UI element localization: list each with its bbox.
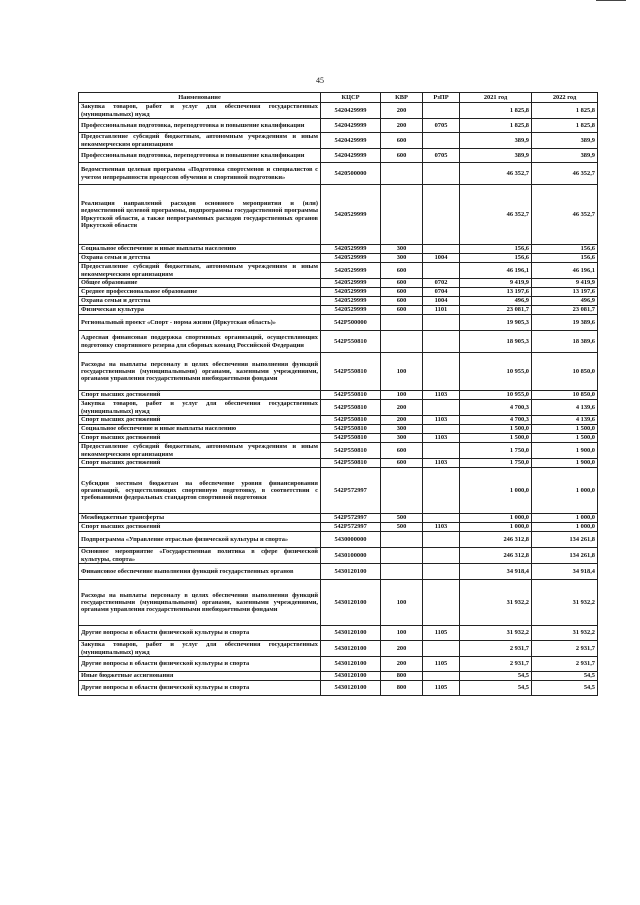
cell-2022: 1 500,0 — [532, 434, 598, 443]
table-row — [79, 459, 598, 468]
cell-2022: 46 352,7 — [532, 163, 598, 185]
cell-kvr: 200 — [381, 400, 423, 416]
cell-kvr: 600 — [381, 133, 423, 149]
cell-rzpr — [423, 672, 460, 681]
table-row — [79, 133, 598, 149]
cell-name: Другие вопросы в области физической культуры и спорта — [79, 626, 321, 641]
cell-kvr: 600 — [381, 149, 423, 163]
cell-2022: 31 932,2 — [532, 626, 598, 641]
cell-rzpr: 1004 — [423, 297, 460, 306]
cell-2021: 31 932,2 — [460, 626, 532, 641]
header-name: Наименование — [79, 93, 321, 103]
table-header-row — [79, 93, 598, 103]
cell-code: 5420500000 — [321, 163, 381, 185]
cell-kvr — [381, 163, 423, 185]
cell-2022: 2 931,7 — [532, 641, 598, 657]
cell-code: 5420429999 — [321, 133, 381, 149]
cell-2021: 34 918,4 — [460, 564, 532, 580]
table-row — [79, 315, 598, 331]
cell-rzpr: 1105 — [423, 681, 460, 696]
cell-name: Адресная финансовая поддержка спортивных организаций, осуществляющих подготовку спортивного резерва для сборных команд Российской Федерации — [79, 331, 321, 353]
table-row — [79, 245, 598, 254]
cell-rzpr — [423, 514, 460, 523]
table-row — [79, 149, 598, 163]
cell-name: Реализация направлений расходов основного мероприятия и (или) ведомственной целевой программы, подпрограммы государственной программы Иркутской области, а также непрограммных расходов государственных органов Иркутской области — [79, 185, 321, 245]
table-row — [79, 103, 598, 119]
cell-code: 542P550810 — [321, 400, 381, 416]
header-2021: 2021 год — [460, 93, 532, 103]
cell-kvr: 600 — [381, 443, 423, 459]
cell-2021: 1 825,8 — [460, 103, 532, 119]
cell-2021: 246 312,8 — [460, 548, 532, 564]
scan-edge-mark — [596, 0, 626, 1]
cell-kvr: 200 — [381, 416, 423, 425]
header-2022: 2022 год — [532, 93, 598, 103]
cell-kvr — [381, 185, 423, 245]
cell-code: 5420529999 — [321, 297, 381, 306]
cell-2021: 246 312,8 — [460, 532, 532, 548]
table-row — [79, 564, 598, 580]
cell-2022: 23 081,7 — [532, 306, 598, 315]
cell-rzpr — [423, 532, 460, 548]
cell-name: Общее образование — [79, 279, 321, 288]
cell-kvr: 600 — [381, 279, 423, 288]
cell-rzpr: 0702 — [423, 279, 460, 288]
cell-kvr: 800 — [381, 681, 423, 696]
table-row — [79, 306, 598, 315]
budget-table — [78, 92, 598, 696]
cell-code: 5420529999 — [321, 185, 381, 245]
cell-name: Финансовое обеспечение выполнения функций государственных органов — [79, 564, 321, 580]
cell-2022: 496,9 — [532, 297, 598, 306]
cell-2022: 46 196,1 — [532, 263, 598, 279]
cell-rzpr — [423, 163, 460, 185]
cell-name: Межбюджетные трансферты — [79, 514, 321, 523]
cell-rzpr — [423, 103, 460, 119]
cell-rzpr — [423, 185, 460, 245]
cell-rzpr — [423, 331, 460, 353]
cell-2022: 19 389,6 — [532, 315, 598, 331]
cell-code: 5420529999 — [321, 279, 381, 288]
cell-kvr: 500 — [381, 514, 423, 523]
cell-rzpr — [423, 641, 460, 657]
table-row — [79, 626, 598, 641]
table-row — [79, 119, 598, 133]
cell-2022: 4 139,6 — [532, 416, 598, 425]
table-body — [79, 103, 598, 696]
cell-kvr: 600 — [381, 297, 423, 306]
cell-2021: 389,9 — [460, 133, 532, 149]
cell-2021: 18 905,3 — [460, 331, 532, 353]
cell-2021: 156,6 — [460, 254, 532, 263]
header-code: КЦСР — [321, 93, 381, 103]
header-rzpr: РзПР — [423, 93, 460, 103]
cell-code: 5420529999 — [321, 245, 381, 254]
cell-code: 5420529999 — [321, 288, 381, 297]
cell-2022: 54,5 — [532, 681, 598, 696]
cell-2021: 10 955,0 — [460, 353, 532, 391]
cell-code: 5430100000 — [321, 548, 381, 564]
cell-2022: 1 000,0 — [532, 523, 598, 532]
cell-2022: 9 419,9 — [532, 279, 598, 288]
cell-code: 5420529999 — [321, 263, 381, 279]
cell-2022: 10 850,0 — [532, 391, 598, 400]
cell-kvr: 800 — [381, 672, 423, 681]
cell-rzpr — [423, 133, 460, 149]
table-row — [79, 391, 598, 400]
cell-kvr: 300 — [381, 245, 423, 254]
table-row — [79, 353, 598, 391]
cell-name: Субсидии местным бюджетам на обеспечение уровня финансирования организаций, осуществляющих спортивную подготовку, в соответствии с требованиями федеральных стандартов спортивной подготовки — [79, 468, 321, 514]
cell-code: 542P550810 — [321, 353, 381, 391]
cell-2021: 10 955,0 — [460, 391, 532, 400]
cell-kvr — [381, 331, 423, 353]
cell-2021: 389,9 — [460, 149, 532, 163]
cell-2021: 1 000,0 — [460, 468, 532, 514]
cell-kvr: 100 — [381, 353, 423, 391]
cell-name: Другие вопросы в области физической культуры и спорта — [79, 681, 321, 696]
cell-2021: 19 905,3 — [460, 315, 532, 331]
cell-name: Расходы на выплаты персоналу в целях обеспечения выполнения функций государственными (муниципальными) органами, казенными учреждениями, органами управления государственными внебюджетными фондами — [79, 353, 321, 391]
cell-2021: 1 750,0 — [460, 443, 532, 459]
table-row — [79, 297, 598, 306]
cell-name: Иные бюджетные ассигнования — [79, 672, 321, 681]
cell-code: 542P572997 — [321, 523, 381, 532]
cell-rzpr — [423, 468, 460, 514]
cell-code: 5430120100 — [321, 626, 381, 641]
cell-2021: 54,5 — [460, 672, 532, 681]
cell-kvr — [381, 468, 423, 514]
cell-2022: 389,9 — [532, 149, 598, 163]
table-row — [79, 434, 598, 443]
cell-kvr: 200 — [381, 657, 423, 672]
cell-2021: 2 931,7 — [460, 657, 532, 672]
table-row — [79, 641, 598, 657]
cell-rzpr — [423, 564, 460, 580]
cell-2021: 1 500,0 — [460, 425, 532, 434]
header-kvr: КВР — [381, 93, 423, 103]
cell-kvr: 200 — [381, 641, 423, 657]
cell-2021: 1 500,0 — [460, 434, 532, 443]
cell-name: Спорт высших достижений — [79, 459, 321, 468]
cell-code: 5430120100 — [321, 564, 381, 580]
cell-rzpr — [423, 245, 460, 254]
table-row — [79, 263, 598, 279]
cell-name: Спорт высших достижений — [79, 523, 321, 532]
cell-2022: 1 500,0 — [532, 425, 598, 434]
cell-name: Региональный проект «Спорт - норма жизни (Иркутская область)» — [79, 315, 321, 331]
cell-name: Закупка товаров, работ и услуг для обеспечения государственных (муниципальных) нужд — [79, 400, 321, 416]
cell-2021: 4 700,3 — [460, 416, 532, 425]
cell-2021: 1 000,0 — [460, 523, 532, 532]
cell-name: Основное мероприятие «Государственная политика в сфере физической культуры, спорта» — [79, 548, 321, 564]
cell-name: Закупка товаров, работ и услуг для обеспечения государственных (муниципальных) нужд — [79, 641, 321, 657]
cell-code: 542P550810 — [321, 425, 381, 434]
cell-name: Охрана семьи и детства — [79, 297, 321, 306]
cell-2021: 2 931,7 — [460, 641, 532, 657]
cell-kvr — [381, 548, 423, 564]
cell-kvr: 600 — [381, 459, 423, 468]
cell-code: 5420429999 — [321, 119, 381, 133]
cell-2022: 54,5 — [532, 672, 598, 681]
cell-code: 5430120100 — [321, 580, 381, 626]
cell-name: Среднее профессиональное образование — [79, 288, 321, 297]
table-row — [79, 468, 598, 514]
table-row — [79, 548, 598, 564]
cell-code: 5430120100 — [321, 672, 381, 681]
cell-name: Охрана семьи и детства — [79, 254, 321, 263]
cell-2022: 156,6 — [532, 254, 598, 263]
cell-kvr: 300 — [381, 425, 423, 434]
cell-2022: 2 931,7 — [532, 657, 598, 672]
cell-rzpr: 1105 — [423, 626, 460, 641]
cell-name: Подпрограмма «Управление отраслью физической культуры и спорта» — [79, 532, 321, 548]
table-row — [79, 163, 598, 185]
cell-rzpr: 1103 — [423, 434, 460, 443]
cell-2022: 46 352,7 — [532, 185, 598, 245]
cell-2022: 389,9 — [532, 133, 598, 149]
cell-2022: 1 825,8 — [532, 103, 598, 119]
cell-code: 5420429999 — [321, 103, 381, 119]
cell-rzpr — [423, 548, 460, 564]
cell-2021: 1 750,0 — [460, 459, 532, 468]
cell-kvr — [381, 564, 423, 580]
cell-name: Предоставление субсидий бюджетным, автономным учреждениям и иным некоммерческим организациям — [79, 263, 321, 279]
cell-kvr: 100 — [381, 626, 423, 641]
cell-rzpr: 1103 — [423, 459, 460, 468]
cell-kvr: 100 — [381, 580, 423, 626]
cell-2021: 54,5 — [460, 681, 532, 696]
cell-kvr: 600 — [381, 306, 423, 315]
cell-code: 542P550810 — [321, 416, 381, 425]
cell-name: Спорт высших достижений — [79, 434, 321, 443]
cell-name: Предоставление субсидий бюджетным, автономным учреждениям и иным некоммерческим организациям — [79, 443, 321, 459]
cell-kvr: 500 — [381, 523, 423, 532]
cell-2022: 134 261,8 — [532, 548, 598, 564]
cell-code: 5430120100 — [321, 657, 381, 672]
cell-2021: 496,9 — [460, 297, 532, 306]
cell-kvr: 200 — [381, 103, 423, 119]
cell-rzpr: 1105 — [423, 657, 460, 672]
cell-2021: 1 825,8 — [460, 119, 532, 133]
table-row — [79, 279, 598, 288]
cell-kvr: 300 — [381, 434, 423, 443]
table-row — [79, 532, 598, 548]
cell-kvr: 300 — [381, 254, 423, 263]
cell-2022: 134 261,8 — [532, 532, 598, 548]
cell-rzpr: 1004 — [423, 254, 460, 263]
cell-kvr — [381, 315, 423, 331]
cell-name: Ведомственная целевая программа «Подготовка спортсменов и специалистов с учетом непрерывности процессов обучения и спортивной подготовки» — [79, 163, 321, 185]
cell-rzpr: 0705 — [423, 119, 460, 133]
table-row — [79, 681, 598, 696]
cell-rzpr: 1103 — [423, 391, 460, 400]
cell-name: Расходы на выплаты персоналу в целях обеспечения выполнения функций государственными (муниципальными) органами, казенными учреждениями, органами управления государственными внебюджетными фондами — [79, 580, 321, 626]
cell-2022: 34 918,4 — [532, 564, 598, 580]
cell-name: Спорт высших достижений — [79, 391, 321, 400]
cell-name: Профессиональная подготовка, переподготовка и повышение квалификации — [79, 149, 321, 163]
cell-code: 5430000000 — [321, 532, 381, 548]
cell-code: 5420529999 — [321, 254, 381, 263]
table-row — [79, 288, 598, 297]
cell-name: Социальное обеспечение и иные выплаты населению — [79, 425, 321, 434]
cell-2022: 10 850,0 — [532, 353, 598, 391]
table-row — [79, 443, 598, 459]
table-row — [79, 657, 598, 672]
table-row — [79, 185, 598, 245]
cell-code: 542P572997 — [321, 514, 381, 523]
cell-2022: 18 389,6 — [532, 331, 598, 353]
page-number: 45 — [316, 76, 324, 85]
table-row — [79, 425, 598, 434]
cell-rzpr: 1103 — [423, 523, 460, 532]
cell-name: Другие вопросы в области физической культуры и спорта — [79, 657, 321, 672]
cell-code: 542P550810 — [321, 459, 381, 468]
cell-code: 5420529999 — [321, 306, 381, 315]
table-row — [79, 331, 598, 353]
cell-code: 5420429999 — [321, 149, 381, 163]
cell-name: Спорт высших достижений — [79, 416, 321, 425]
cell-kvr: 100 — [381, 391, 423, 400]
table-row — [79, 254, 598, 263]
cell-code: 542P550810 — [321, 434, 381, 443]
cell-code: 5430120100 — [321, 681, 381, 696]
cell-2021: 46 352,7 — [460, 163, 532, 185]
cell-2022: 31 932,2 — [532, 580, 598, 626]
cell-code: 542P550810 — [321, 391, 381, 400]
cell-name: Предоставление субсидий бюджетным, автономным учреждениям и иным некоммерческим организациям — [79, 133, 321, 149]
cell-code: 5430120100 — [321, 641, 381, 657]
cell-2022: 1 900,0 — [532, 443, 598, 459]
cell-rzpr: 1103 — [423, 416, 460, 425]
cell-rzpr — [423, 443, 460, 459]
cell-name: Закупка товаров, работ и услуг для обеспечения государственных (муниципальных) нужд — [79, 103, 321, 119]
cell-code: 542P550810 — [321, 331, 381, 353]
cell-2022: 1 900,0 — [532, 459, 598, 468]
cell-2021: 1 000,0 — [460, 514, 532, 523]
cell-2022: 4 139,6 — [532, 400, 598, 416]
cell-2021: 46 352,7 — [460, 185, 532, 245]
cell-code: 542P572997 — [321, 468, 381, 514]
cell-2021: 31 932,2 — [460, 580, 532, 626]
table-row — [79, 514, 598, 523]
cell-kvr: 200 — [381, 119, 423, 133]
cell-2021: 9 419,9 — [460, 279, 532, 288]
cell-rzpr — [423, 400, 460, 416]
table-row — [79, 580, 598, 626]
cell-2021: 23 081,7 — [460, 306, 532, 315]
cell-name: Физическая культура — [79, 306, 321, 315]
cell-kvr — [381, 532, 423, 548]
cell-rzpr: 0705 — [423, 149, 460, 163]
table-row — [79, 400, 598, 416]
cell-2021: 156,6 — [460, 245, 532, 254]
cell-2022: 1 000,0 — [532, 514, 598, 523]
cell-name: Профессиональная подготовка, переподготовка и повышение квалификации — [79, 119, 321, 133]
table-row — [79, 672, 598, 681]
cell-rzpr: 0704 — [423, 288, 460, 297]
cell-code: 542P500000 — [321, 315, 381, 331]
table-row — [79, 416, 598, 425]
cell-rzpr — [423, 425, 460, 434]
cell-2022: 156,6 — [532, 245, 598, 254]
cell-rzpr: 1101 — [423, 306, 460, 315]
cell-2022: 13 197,6 — [532, 288, 598, 297]
table-row — [79, 523, 598, 532]
cell-2021: 13 197,6 — [460, 288, 532, 297]
cell-name: Социальное обеспечение и иные выплаты населению — [79, 245, 321, 254]
cell-rzpr — [423, 263, 460, 279]
cell-rzpr — [423, 353, 460, 391]
cell-2022: 1 825,8 — [532, 119, 598, 133]
cell-2021: 4 700,3 — [460, 400, 532, 416]
cell-rzpr — [423, 315, 460, 331]
cell-code: 542P550810 — [321, 443, 381, 459]
cell-rzpr — [423, 580, 460, 626]
cell-2021: 46 196,1 — [460, 263, 532, 279]
cell-kvr: 600 — [381, 288, 423, 297]
cell-2022: 1 000,0 — [532, 468, 598, 514]
cell-kvr: 600 — [381, 263, 423, 279]
